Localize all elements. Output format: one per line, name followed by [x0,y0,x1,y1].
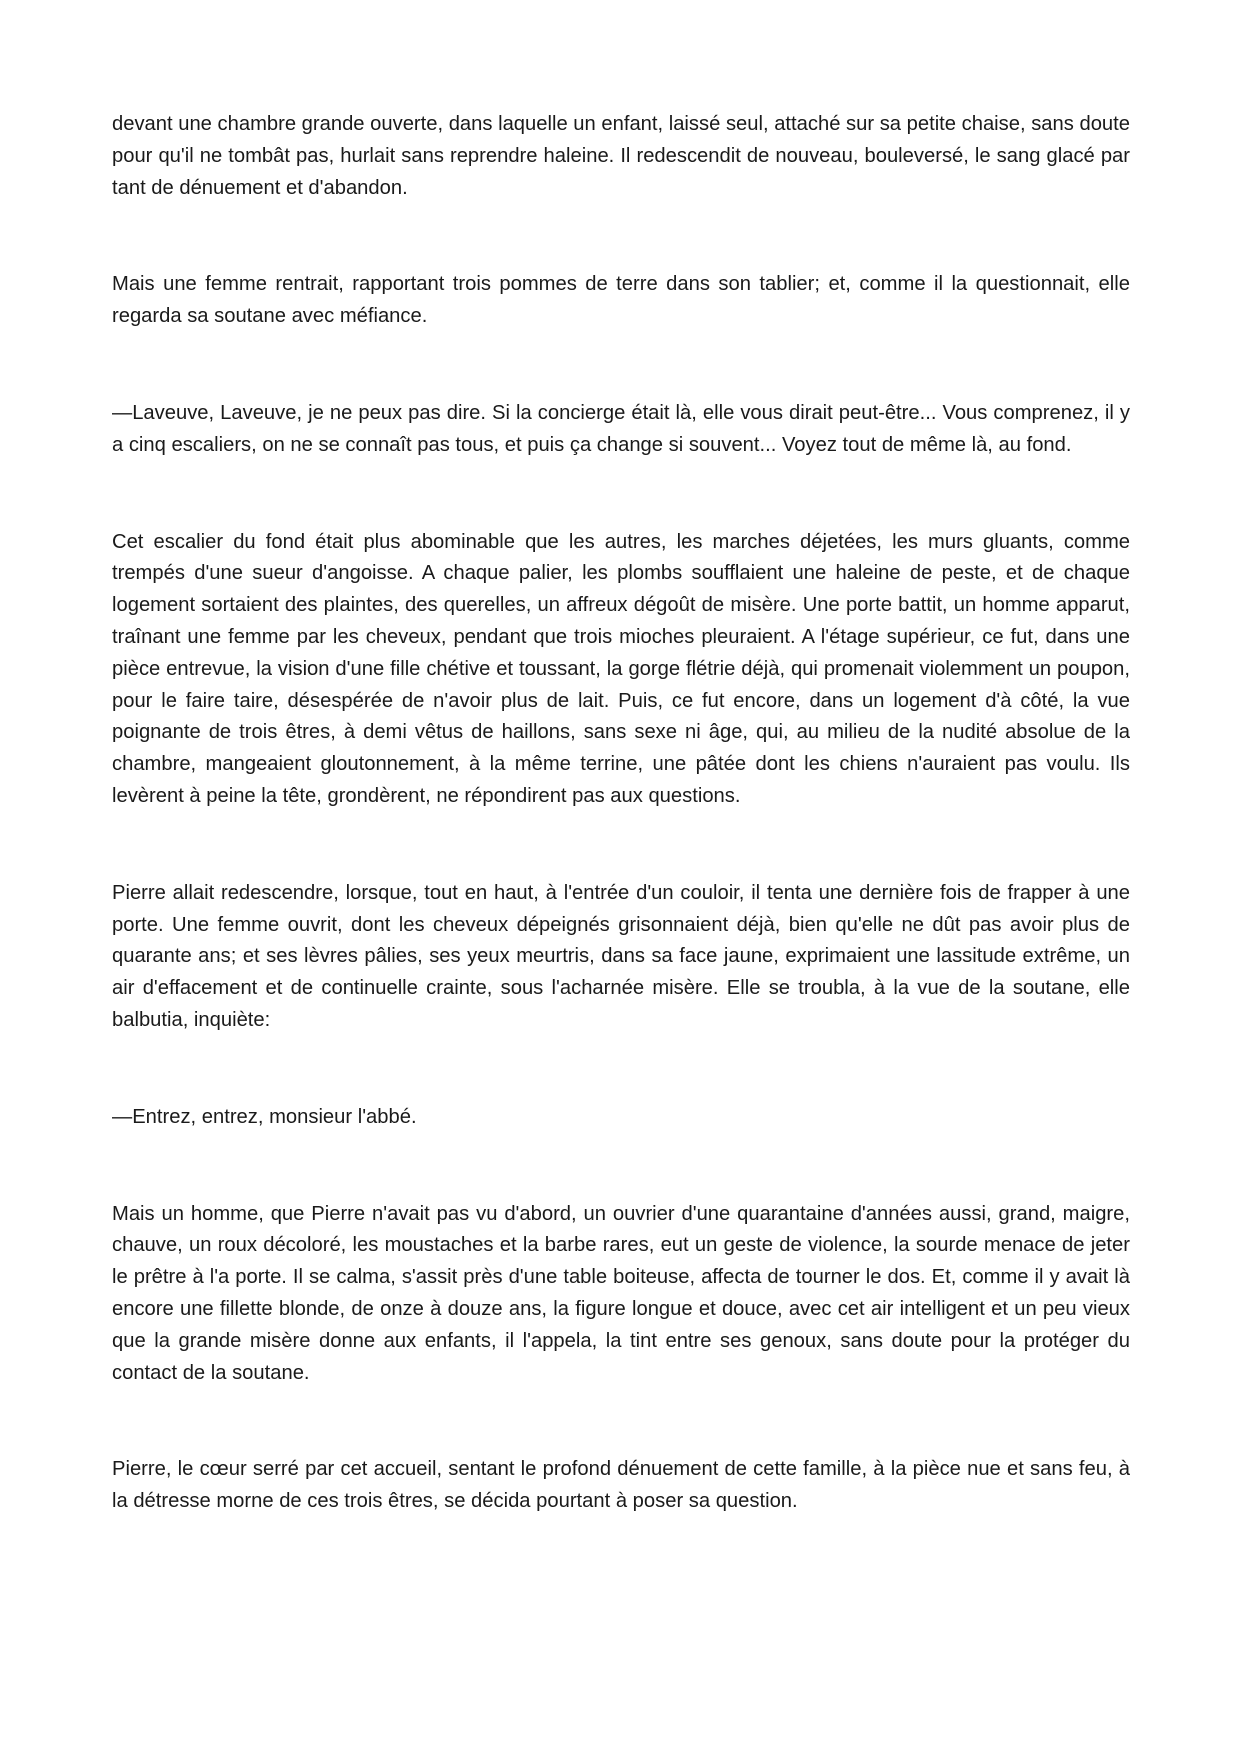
paragraph: Mais un homme, que Pierre n'avait pas vu d'abord, un ouvrier d'une quarantaine d'années aussi, grand, maigre, chauve, un roux décoloré, les moustaches et la barbe rares, eut un geste de violence, la sourde menace de jeter le prêtre à l'a porte. Il se calma, s'assit près d'une table boiteuse, affecta de tourner le dos. Et, comme il y avait là encore une fillette blonde, de onze à douze ans, la figure longue et douce, avec cet air intelligent et un peu vieux que la grande misère donne aux enfants, il l'appela, la tint entre ses genoux, sans doute pour la protéger du contact de la soutane. [112,1202,1130,1384]
paragraph: devant une chambre grande ouverte, dans laquelle un enfant, laissé seul, attaché sur sa petite chaise, sans doute pour qu'il ne tombât pas, hurlait sans reprendre haleine. Il redescendit de nouveau, bouleversé, le sang glacé par tant de dénuement et d'abandon. [112,113,1130,199]
paragraph: Mais une femme rentrait, rapportant trois pommes de terre dans son tablier; et, comme il la questionnait, elle regarda sa soutane avec méfiance. [112,273,1130,328]
document-page [112,109,1130,1518]
paragraph: Pierre allait redescendre, lorsque, tout en haut, à l'entrée d'un couloir, il tenta une dernière fois de frapper à une porte. Une femme ouvrit, dont les cheveux dépeignés grisonnaient déjà, bien qu'elle ne dût pas avoir plus de quarante ans; et ses lèvres pâlies, ses yeux meurtris, dans sa face jaune, exprimaient une lassitude extrême, un air d'effacement et de continuelle crainte, sous l'acharnée misère. Elle se troubla, à la vue de la soutane, elle balbutia, inquiète: [112,881,1130,1031]
paragraph: —Laveuve, Laveuve, je ne peux pas dire. Si la concierge était là, elle vous dirait peut-être... Vous comprenez, il y a cinq escaliers, on ne se connaît pas tous, et puis ça change si souvent... Voyez tout de même là, au fond. [112,401,1130,456]
paragraph: Cet escalier du fond était plus abominable que les autres, les marches déjetées, les murs gluants, comme trempés d'une sueur d'angoisse. A chaque palier, les plombs soufflaient une haleine de peste, et de chaque logement sortaient des plaintes, des querelles, un affreux dégoût de misère. Une porte battit, un homme apparut, traînant une femme par les cheveux, pendant que trois mioches pleuraient. A l'étage supérieur, ce fut, dans une pièce entrevue, la vision d'une fille chétive et toussant, la gorge flétrie déjà, qui promenait violemment un poupon, pour le faire taire, désespérée de n'avoir plus de lait. Puis, ce fut encore, dans un logement d'à côté, la vue poignante de trois êtres, à demi vêtus de haillons, sans sexe ni âge, qui, au milieu de la nudité absolue de la chambre, mangeaient gloutonnement, à la même terrine, une pâtée dont les chiens n'auraient pas voulu. Ils levèrent à peine la tête, grondèrent, ne répondirent pas aux questions. [112,530,1130,807]
dialogue-line: —Entrez, entrez, monsieur l'abbé. [112,1105,417,1128]
paragraph: Pierre, le cœur serré par cet accueil, sentant le profond dénuement de cette famille, à la pièce nue et sans feu, à la détresse morne de ces trois êtres, se décida pourtant à poser sa question. [112,1458,1130,1513]
